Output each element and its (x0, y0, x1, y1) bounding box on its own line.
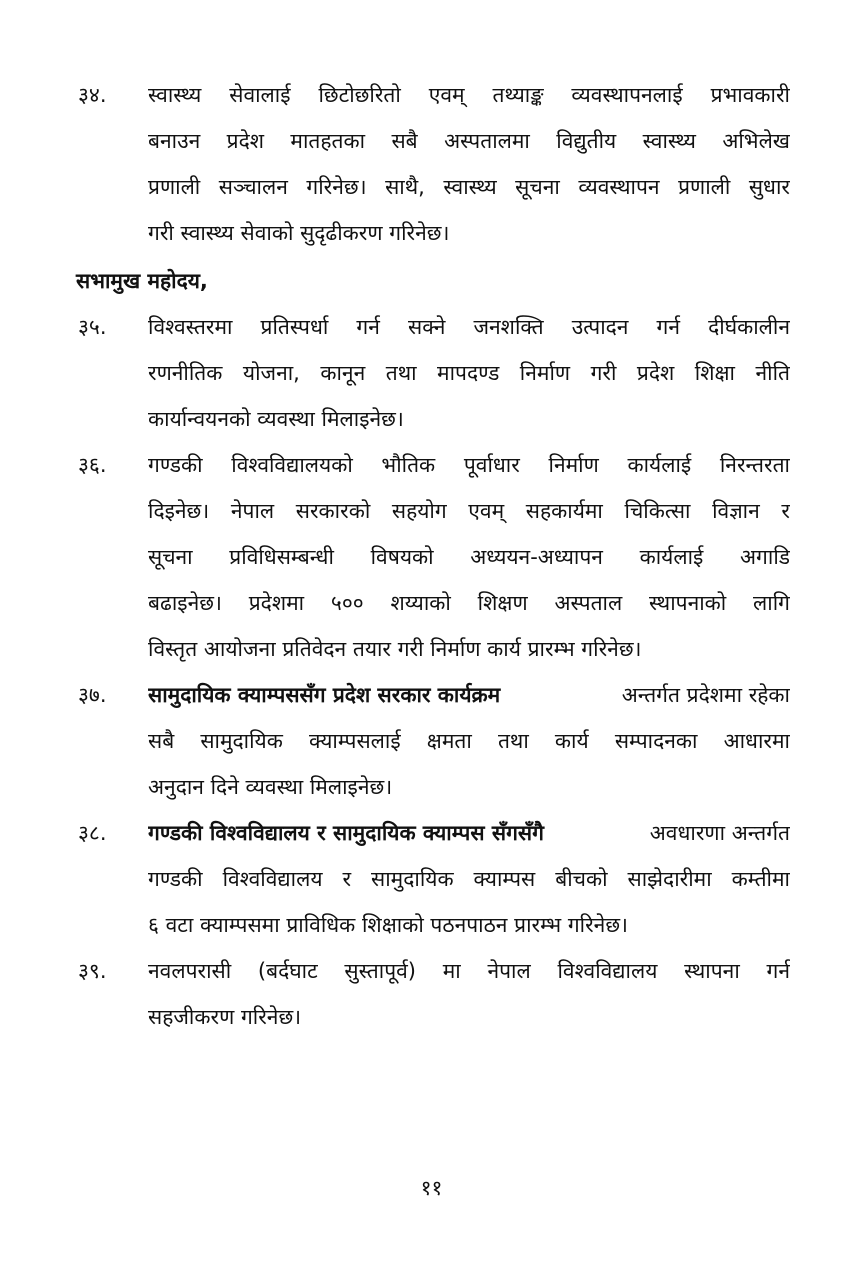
paragraph-line: नवलपरासी (बर्दघाट सुस्तापूर्व) मा नेपाल विश्वविद्यालय स्थापना गर्न (148, 959, 790, 983)
paragraph-line: गण्डकी विश्वविद्यालय र सामुदायिक क्याम्पस बीचको साझेदारीमा कम्तीमा (148, 867, 790, 891)
paragraph-line: स्वास्थ्य सेवालाई छिटोछरितो एवम् तथ्याङ्क व्यवस्थापनलाई प्रभावकारी (148, 83, 790, 107)
paragraph-line: रणनीतिक योजना, कानून तथा मापदण्ड निर्माण गरी प्रदेश शिक्षा नीति (148, 361, 790, 385)
paragraph-line: बनाउन प्रदेश मातहतका सबै अस्पतालमा विद्युतीय स्वास्थ्य अभिलेख (148, 129, 790, 153)
paragraph-number: ३८. (78, 821, 107, 845)
paragraph-line (148, 810, 790, 856)
line-text: अन्तर्गत प्रदेशमा रहेका (621, 683, 790, 707)
paragraph-number: ३५. (78, 315, 107, 339)
paragraph-number: ३७. (78, 683, 107, 707)
paragraph-line (148, 672, 790, 718)
paragraph-body (148, 442, 790, 672)
concept-name: गण्डकी विश्वविद्यालय र सामुदायिक क्याम्पस सँगसँगै (148, 821, 544, 845)
paragraph-body (148, 672, 790, 810)
paragraph-line: दिइनेछ। नेपाल सरकारको सहयोग एवम् सहकार्यमा चिकित्सा विज्ञान र (148, 499, 790, 523)
paragraph-line: अनुदान दिने व्यवस्था मिलाइनेछ। (148, 775, 393, 799)
paragraph-line: सहजीकरण गरिनेछ। (148, 1005, 302, 1029)
paragraph-line: कार्यान्वयनको व्यवस्था मिलाइनेछ। (148, 407, 404, 431)
paragraph-line: विस्तृत आयोजना प्रतिवेदन तयार गरी निर्माण कार्य प्रारम्भ गरिनेछ। (148, 637, 642, 661)
paragraph-body (148, 72, 790, 256)
paragraph-number: ३६. (78, 453, 107, 477)
program-name: सामुदायिक क्याम्पससँग प्रदेश सरकार कार्यक्रम (148, 683, 501, 707)
page-number: ११ (420, 1176, 443, 1200)
paragraph-body (148, 810, 790, 948)
paragraph-body (148, 948, 790, 1040)
paragraph-line: सूचना प्रविधिसम्बन्धी विषयको अध्ययन-अध्यापन कार्यलाई अगाडि (148, 545, 790, 569)
paragraph-body (148, 304, 790, 442)
paragraph-line: ६ वटा क्याम्पसमा प्राविधिक शिक्षाको पठनपाठन प्रारम्भ गरिनेछ। (148, 913, 629, 937)
paragraph-line: सबै सामुदायिक क्याम्पसलाई क्षमता तथा कार्य सम्पादनका आधारमा (148, 729, 790, 753)
paragraph-number: ३९. (78, 959, 107, 983)
line-text: अवधारणा अन्तर्गत (649, 821, 790, 845)
paragraph-line: गण्डकी विश्वविद्यालयको भौतिक पूर्वाधार निर्माण कार्यलाई निरन्तरता (148, 453, 790, 477)
paragraph-number: ३४. (78, 83, 107, 107)
paragraph-line: बढाइनेछ। प्रदेशमा ५०० शय्याको शिक्षण अस्पताल स्थापनाको लागि (148, 591, 790, 615)
section-heading: सभामुख महोदय, (76, 269, 208, 293)
paragraph-line: प्रणाली सञ्चालन गरिनेछ। साथै, स्वास्थ्य सूचना व्यवस्थापन प्रणाली सुधार (148, 175, 790, 199)
paragraph-line: गरी स्वास्थ्य सेवाको सुदृढीकरण गरिनेछ। (148, 221, 450, 245)
paragraph-line: विश्वस्तरमा प्रतिस्पर्धा गर्न सक्ने जनशक्ति उत्पादन गर्न दीर्घकालीन (148, 315, 790, 339)
